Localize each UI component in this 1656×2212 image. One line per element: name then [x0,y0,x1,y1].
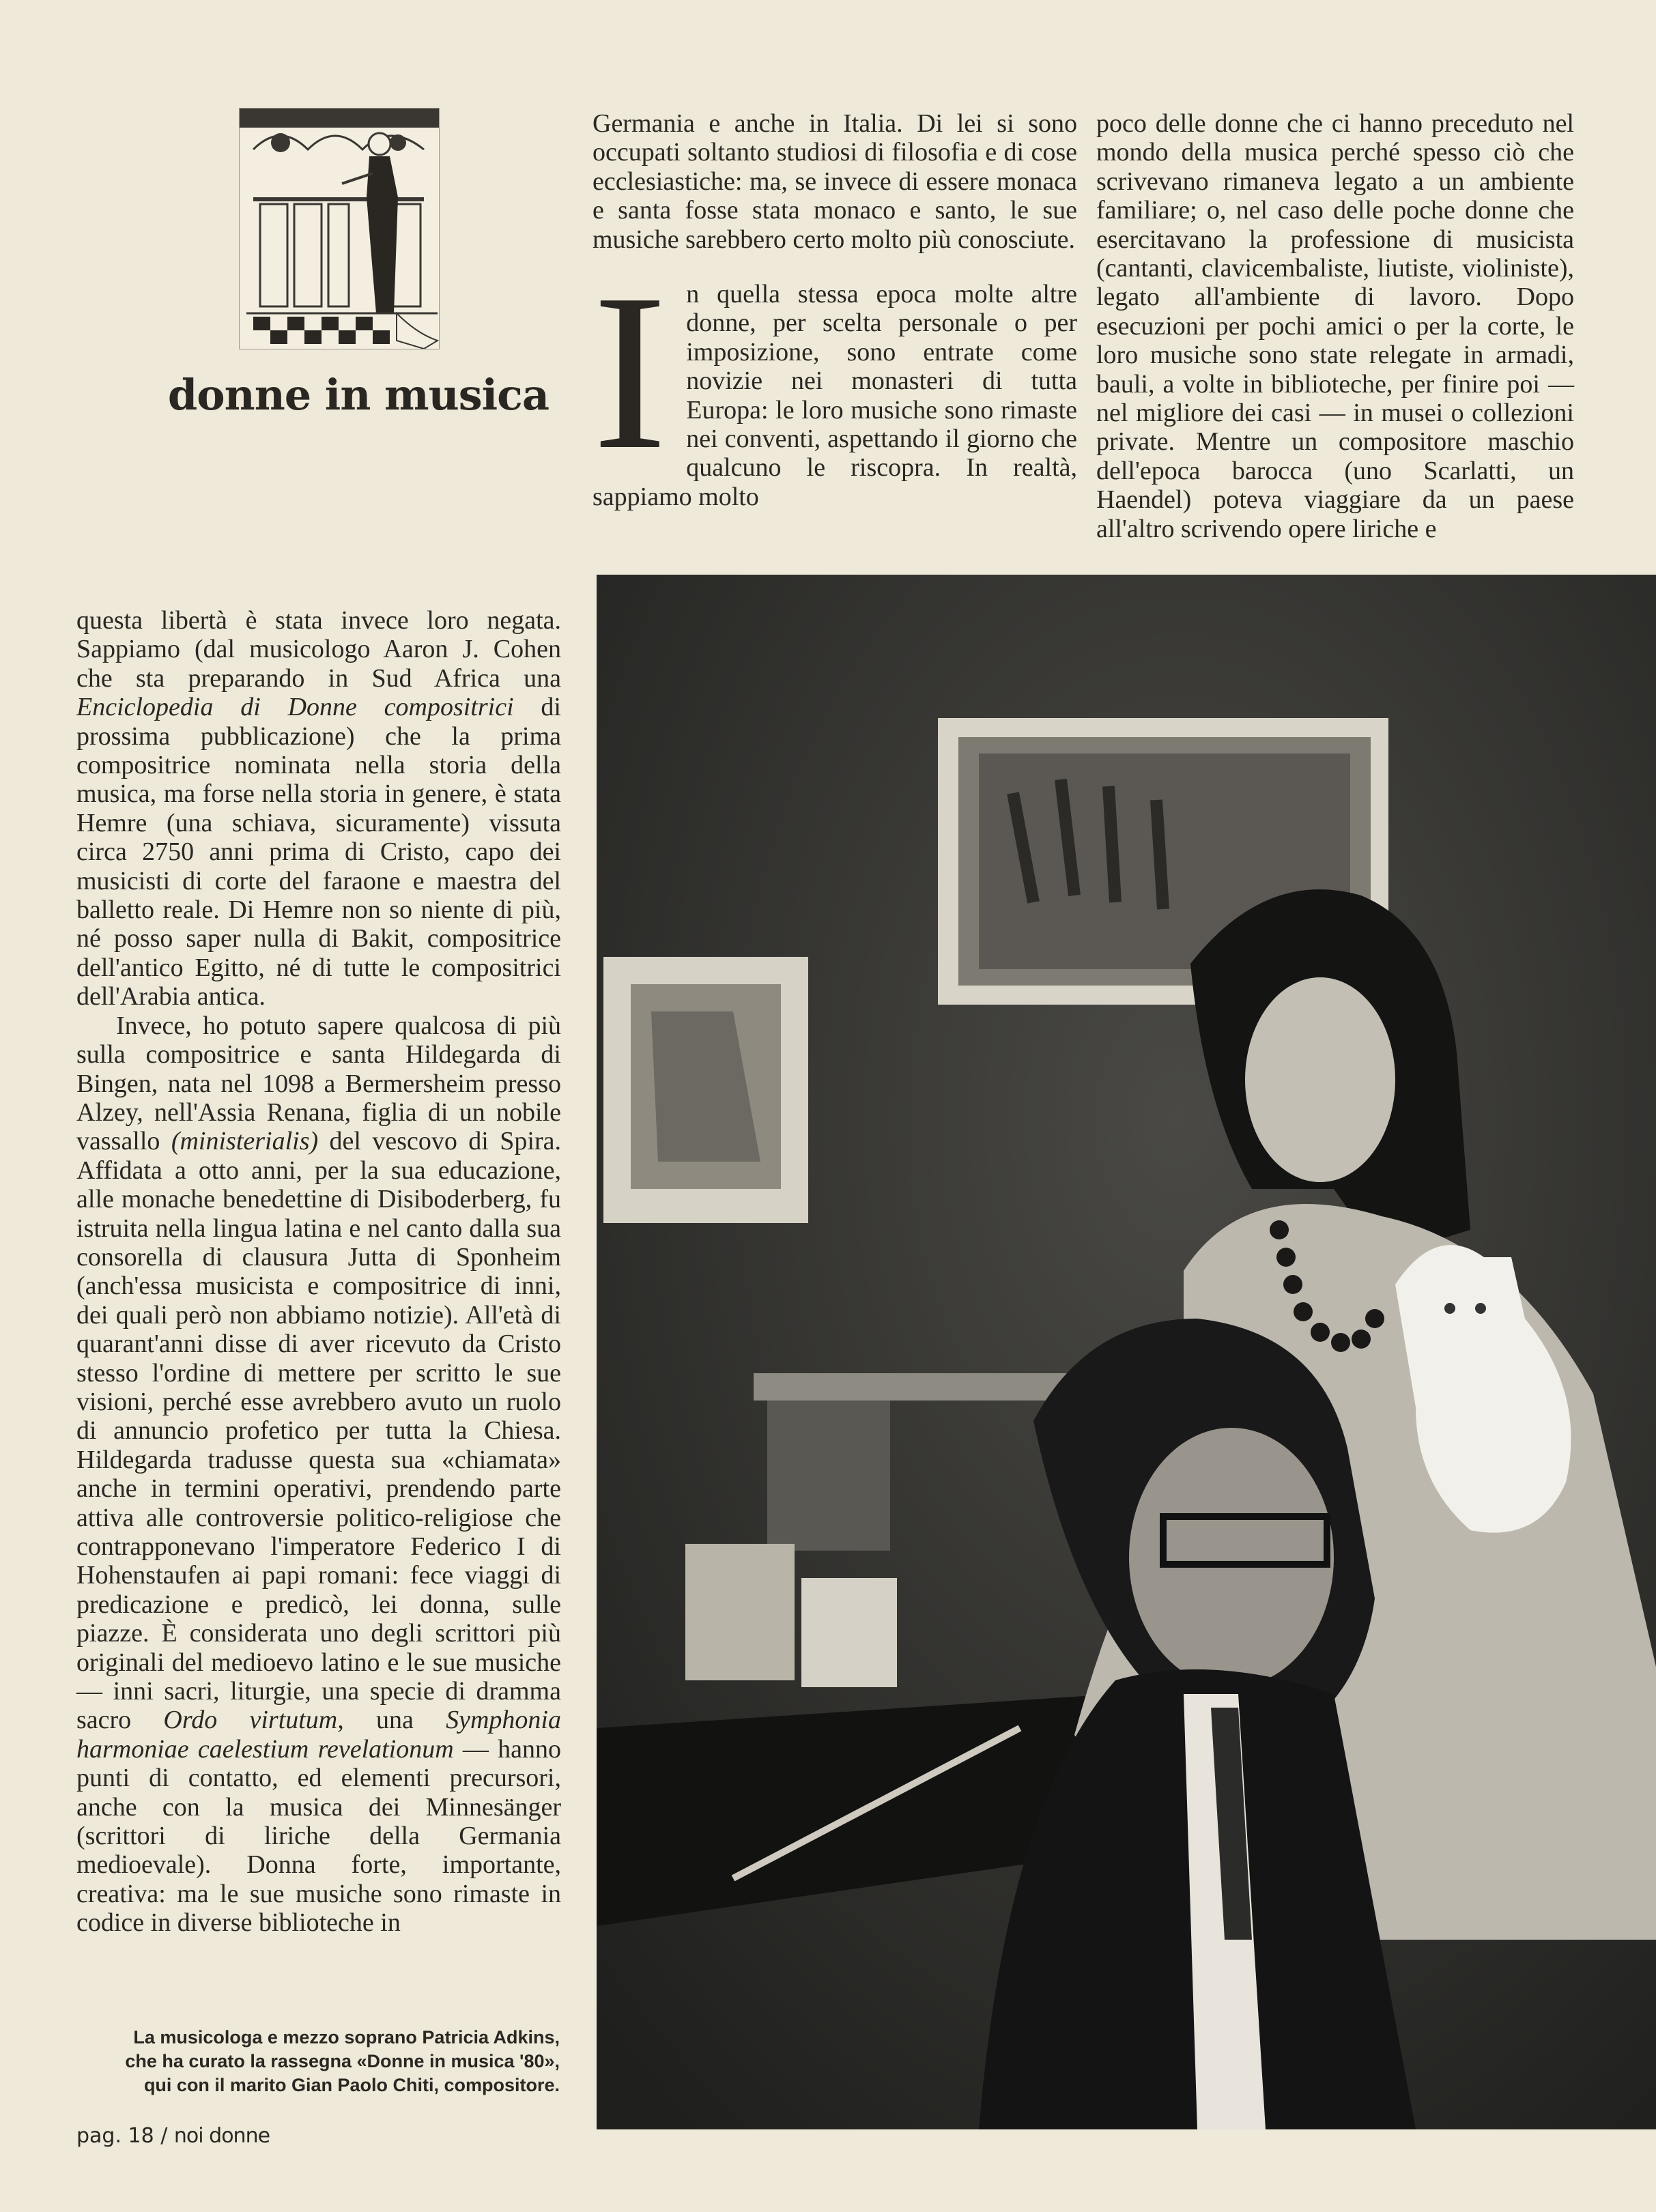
paragraph [76,1011,561,1938]
text-column-middle [593,109,1077,511]
paragraph [593,248,1077,511]
italic-title: Enciclopedia di Donne compositrici [76,693,514,722]
art-deco-woman-drawing [240,109,439,349]
italic-title: Symphonia harmoniae caelestium revelationum [76,1706,561,1764]
text-run: — hanno punti di contatto, ed elementi precursori, anche con la musica dei Minnesänger (scrittori di liriche della Germania medioevale). Donna forte, importante, creativa: ma le sue musiche sono rimaste in codice in diverse biblioteche in [76,1734,561,1938]
paragraph [76,606,561,1011]
text-column-left [76,606,561,1938]
text-run: una [343,1706,446,1735]
paragraph-text: n quella stessa epoca molte altre donne, per scelta personale o per imposizione, sono entrate come novizie nei monasteri di tutta Europa: le loro musiche sono rimaste nei conventi, aspettando il giorno che qualcuno le riscopra. In realtà, sappiamo molto [593,280,1077,511]
text-run: questa libertà è stata invece loro negata. Sappiamo (dal musicologo Aaron J. Cohen che sta preparando in Sud Africa una [76,606,561,693]
article-headline: donne in musica [167,370,549,420]
page-number: pag. 18 [76,2124,154,2148]
separator: / [160,2124,168,2148]
italic-title: Ordo virtutum, [163,1706,344,1735]
text-run: Invece, ho potuto sapere qualcosa di più sulla compositrice e santa Hildegarda di Bingen, nata nel 1098 a Bermersheim presso Alzey, nell'Assia Renana, figlia di un nobile vassallo [76,1011,561,1156]
drop-cap: I [593,248,668,496]
paragraph: Germania e anche in Italia. Di lei si sono occupati soltanto studiosi di filosofia e di cose ecclesiastiche: ma, se invece di essere monaca e santa fosse stata monaco e santo, le sue musiche sarebbero certo molto più conosciute. [593,109,1077,254]
paragraph: poco delle donne che ci hanno preceduto nel mondo della musica perché spesso ciò che scrivevano rimaneva legato a un ambiente familiare; o, nel caso delle poche donne che esercitavano la professione di musicista (cantanti, clavicembaliste, liutiste, violiniste), legato all'ambiente di lavoro. Dopo esecuzioni per pochi amici o per la corte, le loro musiche sono state relegate in armadi, bauli, a volte in biblioteche, per finire poi — nel migliore dei casi — in musei o collezioni private. Mentre un compositore maschio dell'epoca barocca (uno Scarlatti, un Haendel) poteva viaggiare da un paese all'altro scrivendo opere liriche e [1096,109,1574,543]
decorative-illustration [239,108,440,349]
photograph [597,575,1656,2129]
italic-term: (ministerialis) [171,1127,319,1156]
text-column-right [1096,109,1574,543]
photo-caption: La musicologa e mezzo soprano Patricia Adkins, che ha curato la rassegna «Donne in musica '80», qui con il marito Gian Paolo Chiti, compositore. [125,2027,560,2095]
text-run: del vescovo di Spira. Affidata a otto anni, per la sua educazione, alle monache benedettine di Disiboderberg, fu istruita nella lingua latina e nel canto dalla sua consorella di clausura Jutta di Sponheim (anch'essa musicista e compositrice di inni, dei quali però non abbiamo notizie). All'età di quarant'anni disse di aver ricevuto da Cristo stesso l'ordine di mettere per scritto le sue visioni, perché esse avrebbero avuto un ruolo di annuncio profetico per tutta la Chiesa. Hildegarda tradusse questa sua «chiamata» anche in termini operativi, prendendo parte attiva alle controversie politico-religiose che contrapponevano l'imperatore Federico I di Hohenstaufen ai papi romani: fece viaggi di predicazione e predicò, lei donna, sulle piazze. È considerata uno degli scrittori più originali del medioevo latino e le sue musiche — inni sacri, liturgie, una specie di dramma sacro [76,1127,561,1735]
magazine-name: noi donne [173,2124,270,2148]
photo-couple-with-cat [597,575,1656,2129]
page-footer [76,2124,270,2148]
text-run: di prossima pubblicazione) che la prima compositrice nominata nella storia della musica, ma forse nella storia in genere, è stata Hemre (una schiava, sicuramente) vissuta circa 2750 anni prima di Cristo, capo dei musicisti di corte del faraone e maestra del balletto reale. Di Hemre non so niente di più, né posso saper nulla di Bakit, compositrice dell'antico Egitto, né di tutte le compositrici dell'Arabia antica. [76,693,561,1011]
